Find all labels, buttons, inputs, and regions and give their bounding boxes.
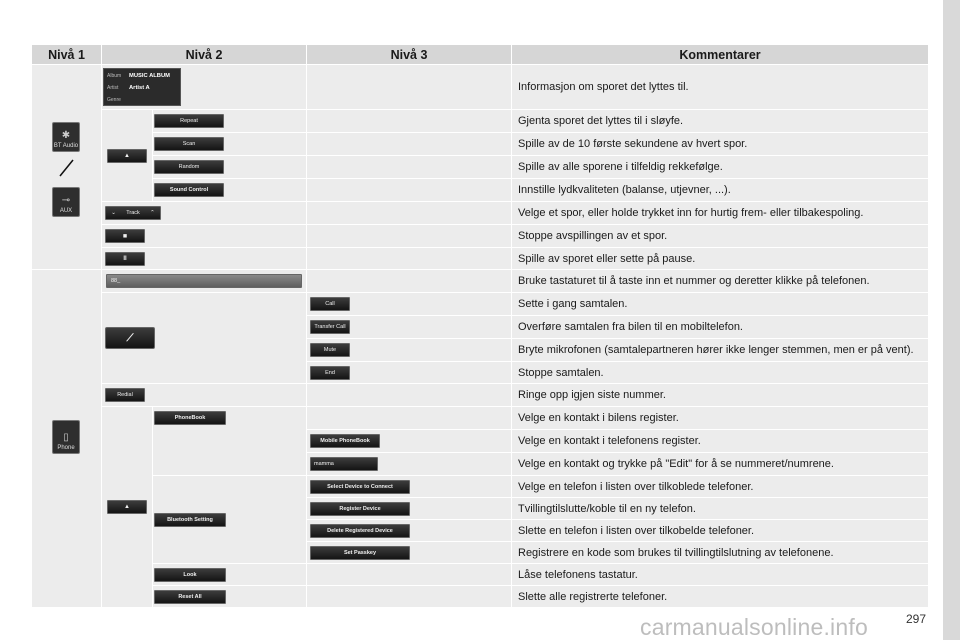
level3-empty (307, 110, 512, 133)
level3-mute-cell (307, 339, 512, 362)
comment-row: Slette en telefon i listen over tilkobelde telefoner. (512, 520, 929, 542)
watermark: carmanualsonline.info (640, 614, 868, 640)
level3-empty (307, 65, 512, 110)
page-edge-bar (943, 0, 960, 640)
chevron-up-icon: ⌃ (150, 210, 155, 216)
phonebook-button[interactable]: PhoneBook (154, 411, 226, 425)
comment-row: Stoppe samtalen. (512, 362, 929, 384)
level3-register-cell (307, 498, 512, 520)
level3-empty (307, 225, 512, 248)
level3-transfer-cell (307, 316, 512, 339)
comment-row: Låse telefonens tastatur. (512, 564, 929, 586)
comment-row: Informasjon om sporet det lyttes til. (512, 65, 929, 110)
level3-empty (307, 586, 512, 608)
level3-sound-cell (153, 179, 307, 202)
select-device-button[interactable]: Select Device to Connect (310, 480, 410, 494)
level3-empty (307, 384, 512, 407)
bt-audio-label: BT Audio (53, 143, 79, 149)
level3-empty (307, 564, 512, 586)
level2-up-phone-cell (102, 407, 153, 608)
comment-row: Spille av de 10 første sekundene av hvert spor. (512, 133, 929, 156)
handset-icon: ⟋ (126, 332, 134, 344)
call-handset-button[interactable] (105, 327, 155, 349)
level3-empty (307, 179, 512, 202)
level3-empty (307, 248, 512, 270)
menu-table (32, 45, 929, 608)
up-arrow-button[interactable]: ▲ (107, 149, 147, 163)
phone-label: Phone (57, 445, 75, 451)
comment-row: Sette i gang samtalen. (512, 293, 929, 316)
comment-row: Velge en kontakt og trykke på "Edit" for å se nummeret/numrene. (512, 453, 929, 476)
level2-keypad-cell (102, 270, 307, 293)
aux-label: AUX (59, 208, 73, 214)
stop-button[interactable]: ■ (105, 229, 145, 243)
level2-redial-cell (102, 384, 307, 407)
header-comments: Kommentarer (512, 45, 929, 65)
aux-button[interactable] (52, 187, 80, 217)
level2-up-cell (102, 110, 153, 202)
register-device-button[interactable]: Register Device (310, 502, 410, 516)
comment-row: Innstille lydkvaliteten (balanse, utjevner, ...). (512, 179, 929, 202)
bt-audio-button[interactable] (52, 122, 80, 152)
end-call-button[interactable]: End (310, 366, 350, 380)
phone-button[interactable] (52, 420, 80, 454)
comment-row: Velge en telefon i listen over tilkoblede telefoner. (512, 476, 929, 498)
level3-scan-cell (153, 133, 307, 156)
level3-lock-cell (153, 564, 307, 586)
level3-empty (307, 270, 512, 293)
up-arrow-button[interactable]: ▲ (107, 500, 147, 514)
comment-row: Tvillingtilslutte/koble til en ny telefon. (512, 498, 929, 520)
reset-all-button[interactable]: Reset All (154, 590, 226, 604)
album-info-display: Album MUSIC ALBUM Artist Artist A Genre (103, 68, 181, 106)
phone-icon: ▯ (63, 432, 69, 443)
call-button[interactable]: Call (310, 297, 350, 311)
repeat-button[interactable]: Repeat (154, 114, 224, 128)
level3-empty (307, 133, 512, 156)
delete-registered-device-button[interactable]: Delete Registered Device (310, 524, 410, 538)
pause-button[interactable]: II (105, 252, 145, 266)
bluetooth-icon: ✱ (61, 130, 71, 141)
level3-empty (307, 156, 512, 179)
level3-end-cell (307, 362, 512, 384)
scan-button[interactable]: Scan (154, 137, 224, 151)
mobile-phonebook-button[interactable]: Mobile PhoneBook (310, 434, 380, 448)
comment-row: Velge en kontakt i telefonens register. (512, 430, 929, 453)
comment-row: Bryte mikrofonen (samtalepartneren hører ikke lenger stemmen, men er på vent). (512, 339, 929, 362)
level3-reset-cell (153, 586, 307, 608)
level3-bt-setting-cell (153, 476, 307, 564)
level2-call-cell (102, 293, 307, 384)
level3-passkey-cell (307, 542, 512, 564)
level3-select-device-cell (307, 476, 512, 498)
comment-row: Gjenta sporet det lyttes til i sløyfe. (512, 110, 929, 133)
level2-pause-cell (102, 248, 307, 270)
comment-row: Stoppe avspillingen av et spor. (512, 225, 929, 248)
comment-row: Bruke tastaturet til å taste inn et nummer og deretter klikke på telefonen. (512, 270, 929, 293)
bluetooth-setting-button[interactable]: Bluetooth Setting (154, 513, 226, 527)
comment-row: Velge et spor, eller holde trykket inn for hurtig frem- eller tilbakespoling. (512, 202, 929, 225)
level3-call-cell (307, 293, 512, 316)
aux-cable-icon: ⊸ (61, 195, 71, 206)
level1-phone-cell (32, 270, 102, 608)
level3-mobile-pb-cell (307, 430, 512, 453)
comment-row: Overføre samtalen fra bilen til en mobiltelefon. (512, 316, 929, 339)
level3-contact-cell (307, 453, 512, 476)
comment-row: Velge en kontakt i bilens register. (512, 407, 929, 430)
comment-row: Registrere en kode som brukes til tvillingtilslutning av telefonene. (512, 542, 929, 564)
comment-row: Spille av alle sporene i tilfeldig rekkefølge. (512, 156, 929, 179)
lock-button[interactable]: Look (154, 568, 226, 582)
header-level2: Nivå 2 (102, 45, 307, 65)
sound-control-button[interactable]: Sound Control (154, 183, 224, 197)
page-number: 297 (906, 612, 927, 626)
transfer-call-button[interactable]: Transfer Call (310, 320, 350, 334)
level3-empty (307, 407, 512, 430)
comment-row: Spille av sporet eller sette på pause. (512, 248, 929, 270)
level3-random-cell (153, 156, 307, 179)
level3-empty (307, 202, 512, 225)
contact-mamma-button[interactable]: mamma (310, 457, 378, 471)
chevron-down-icon: ⌄ (111, 210, 116, 216)
redial-button[interactable]: Redial (105, 388, 145, 402)
track-button[interactable]: ⌄ Track ⌃ (105, 206, 161, 220)
number-entry-field[interactable]: 88_ (106, 274, 302, 288)
header-level3: Nivå 3 (307, 45, 512, 65)
comment-row: Slette alle registrerte telefoner. (512, 586, 929, 608)
random-button[interactable]: Random (154, 160, 224, 174)
level2-track-cell (102, 202, 307, 225)
level2-stop-cell (102, 225, 307, 248)
level2-spacer (153, 110, 307, 133)
comment-row: Ringe opp igjen siste nummer. (512, 384, 929, 407)
header-level1: Nivå 1 (32, 45, 102, 65)
slash-separator-icon (57, 158, 77, 178)
level3-phonebook-cell (153, 407, 307, 476)
level3-delete-cell (307, 520, 512, 542)
mute-button[interactable]: Mute (310, 343, 350, 357)
level1-audio-cell (32, 65, 102, 270)
set-passkey-button[interactable]: Set Passkey (310, 546, 410, 560)
